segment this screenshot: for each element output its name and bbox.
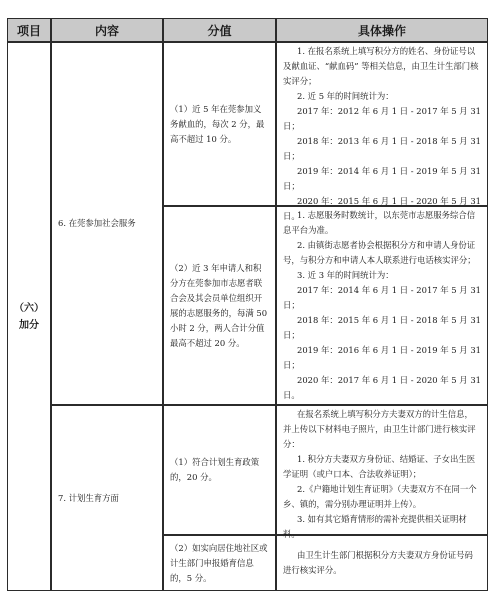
content-cell-social-service	[51, 42, 163, 405]
operation-line: 2017 年：2012 年 6 月 1 日 - 2017 年 5 月 31 日；	[283, 106, 484, 131]
operation-line: 2. 由镇街志愿者协会根据积分方和申请人身份证号，与积分方和申请人本人联系进行电话核实评分；	[283, 240, 476, 265]
content-cell-family-planning	[51, 405, 163, 591]
header-content-label: 内容	[94, 23, 119, 38]
score-text: （1）近 5 年在莞参加义务献血的，每次 2 分，最高不超过 10 分。	[170, 103, 265, 144]
score-text: （2）近 3 年申请人和积分方在莞参加市志愿者联合会及其会员单位组织开展的志愿服务的，每满 50 小时 2 分，两人合计分值最高不超过 20 分。	[170, 262, 268, 348]
operation-line: 1. 积分方夫妻双方身份证、结婚证、子女出生医学证明（或户口本、合法收养证明）；	[283, 454, 476, 479]
operation-line: 1. 在报名系统上填写积分方的姓名、身份证号以及献血证、“献血码” 等相关信息，由卫生计生部门核实评分；	[283, 46, 479, 86]
operation-cell-policy	[276, 405, 488, 539]
operation-line: 2020 年：2017 年 6 月 1 日 - 2020 年 5 月 31 日。	[283, 375, 484, 400]
header-item-label: 项目	[16, 23, 41, 38]
score-text: （2）如实向居住地社区或计生部门申报婚育信息的，5 分。	[170, 542, 268, 583]
operation-line: 3. 如有其它婚育情形的需补充提供相关证明材料。	[283, 514, 467, 539]
score-cell-blood-donation	[163, 42, 276, 206]
score-cell-declare	[163, 535, 276, 591]
operation-line: 在报名系统上填写积分方夫妻双方的计生信息，并上传以下材料电子照片，由卫生计部门进行核实评分：	[283, 409, 476, 449]
operation-cell-declare	[276, 535, 488, 591]
operation-line: 3. 近 3 年的时间统计为：	[297, 270, 394, 280]
header-score	[163, 18, 276, 42]
header-item	[7, 18, 51, 42]
operation-line: 2020 年：2015 年 6 月 1 日 - 2020 年 5 月 31 日。	[283, 196, 484, 221]
content-label: 6. 在莞参加社会服务	[58, 218, 136, 228]
category-label: 加分	[19, 319, 39, 331]
header-operation	[276, 18, 488, 42]
operation-line: 2018 年：2013 年 6 月 1 日 - 2018 年 5 月 31 日；	[283, 136, 484, 161]
operation-line: 2017 年：2014 年 6 月 1 日 - 2017 年 5 月 31 日；	[283, 285, 484, 310]
operation-line: 2019 年：2014 年 6 月 1 日 - 2019 年 5 月 31 日；	[283, 166, 484, 191]
category-cell	[7, 42, 51, 591]
header-content	[51, 18, 163, 42]
score-cell-volunteer	[163, 206, 276, 405]
score-cell-policy	[163, 405, 276, 535]
operation-cell-volunteer	[276, 206, 488, 405]
content-label: 7. 计划生育方面	[58, 492, 119, 503]
category-number: （六）	[14, 302, 44, 314]
header-operation-label: 具体操作	[357, 23, 406, 38]
operation-line: 2019 年：2016 年 6 月 1 日 - 2019 年 5 月 31 日；	[283, 345, 484, 370]
score-text: （1）符合计划生育政策的，20 分。	[170, 457, 260, 482]
operation-line: 1. 志愿服务时数统计，以东莞市志愿服务综合信息平台为准。	[283, 210, 476, 235]
operation-line: 2018 年：2015 年 6 月 1 日 - 2018 年 5 月 31 日；	[283, 315, 484, 340]
operation-line: 2. 近 5 年的时间统计为：	[297, 91, 394, 101]
operation-cell-blood-donation	[276, 42, 488, 221]
header-score-label: 分值	[207, 23, 232, 38]
operation-line: 由卫生计生部门根据积分方夫妻双方身份证号码进行核实评分。	[283, 550, 473, 575]
operation-line: 2.《户籍地计划生育证明》（夫妻双方不在同一个乡、镇的，需分别办理证明并上传）。	[283, 484, 477, 509]
